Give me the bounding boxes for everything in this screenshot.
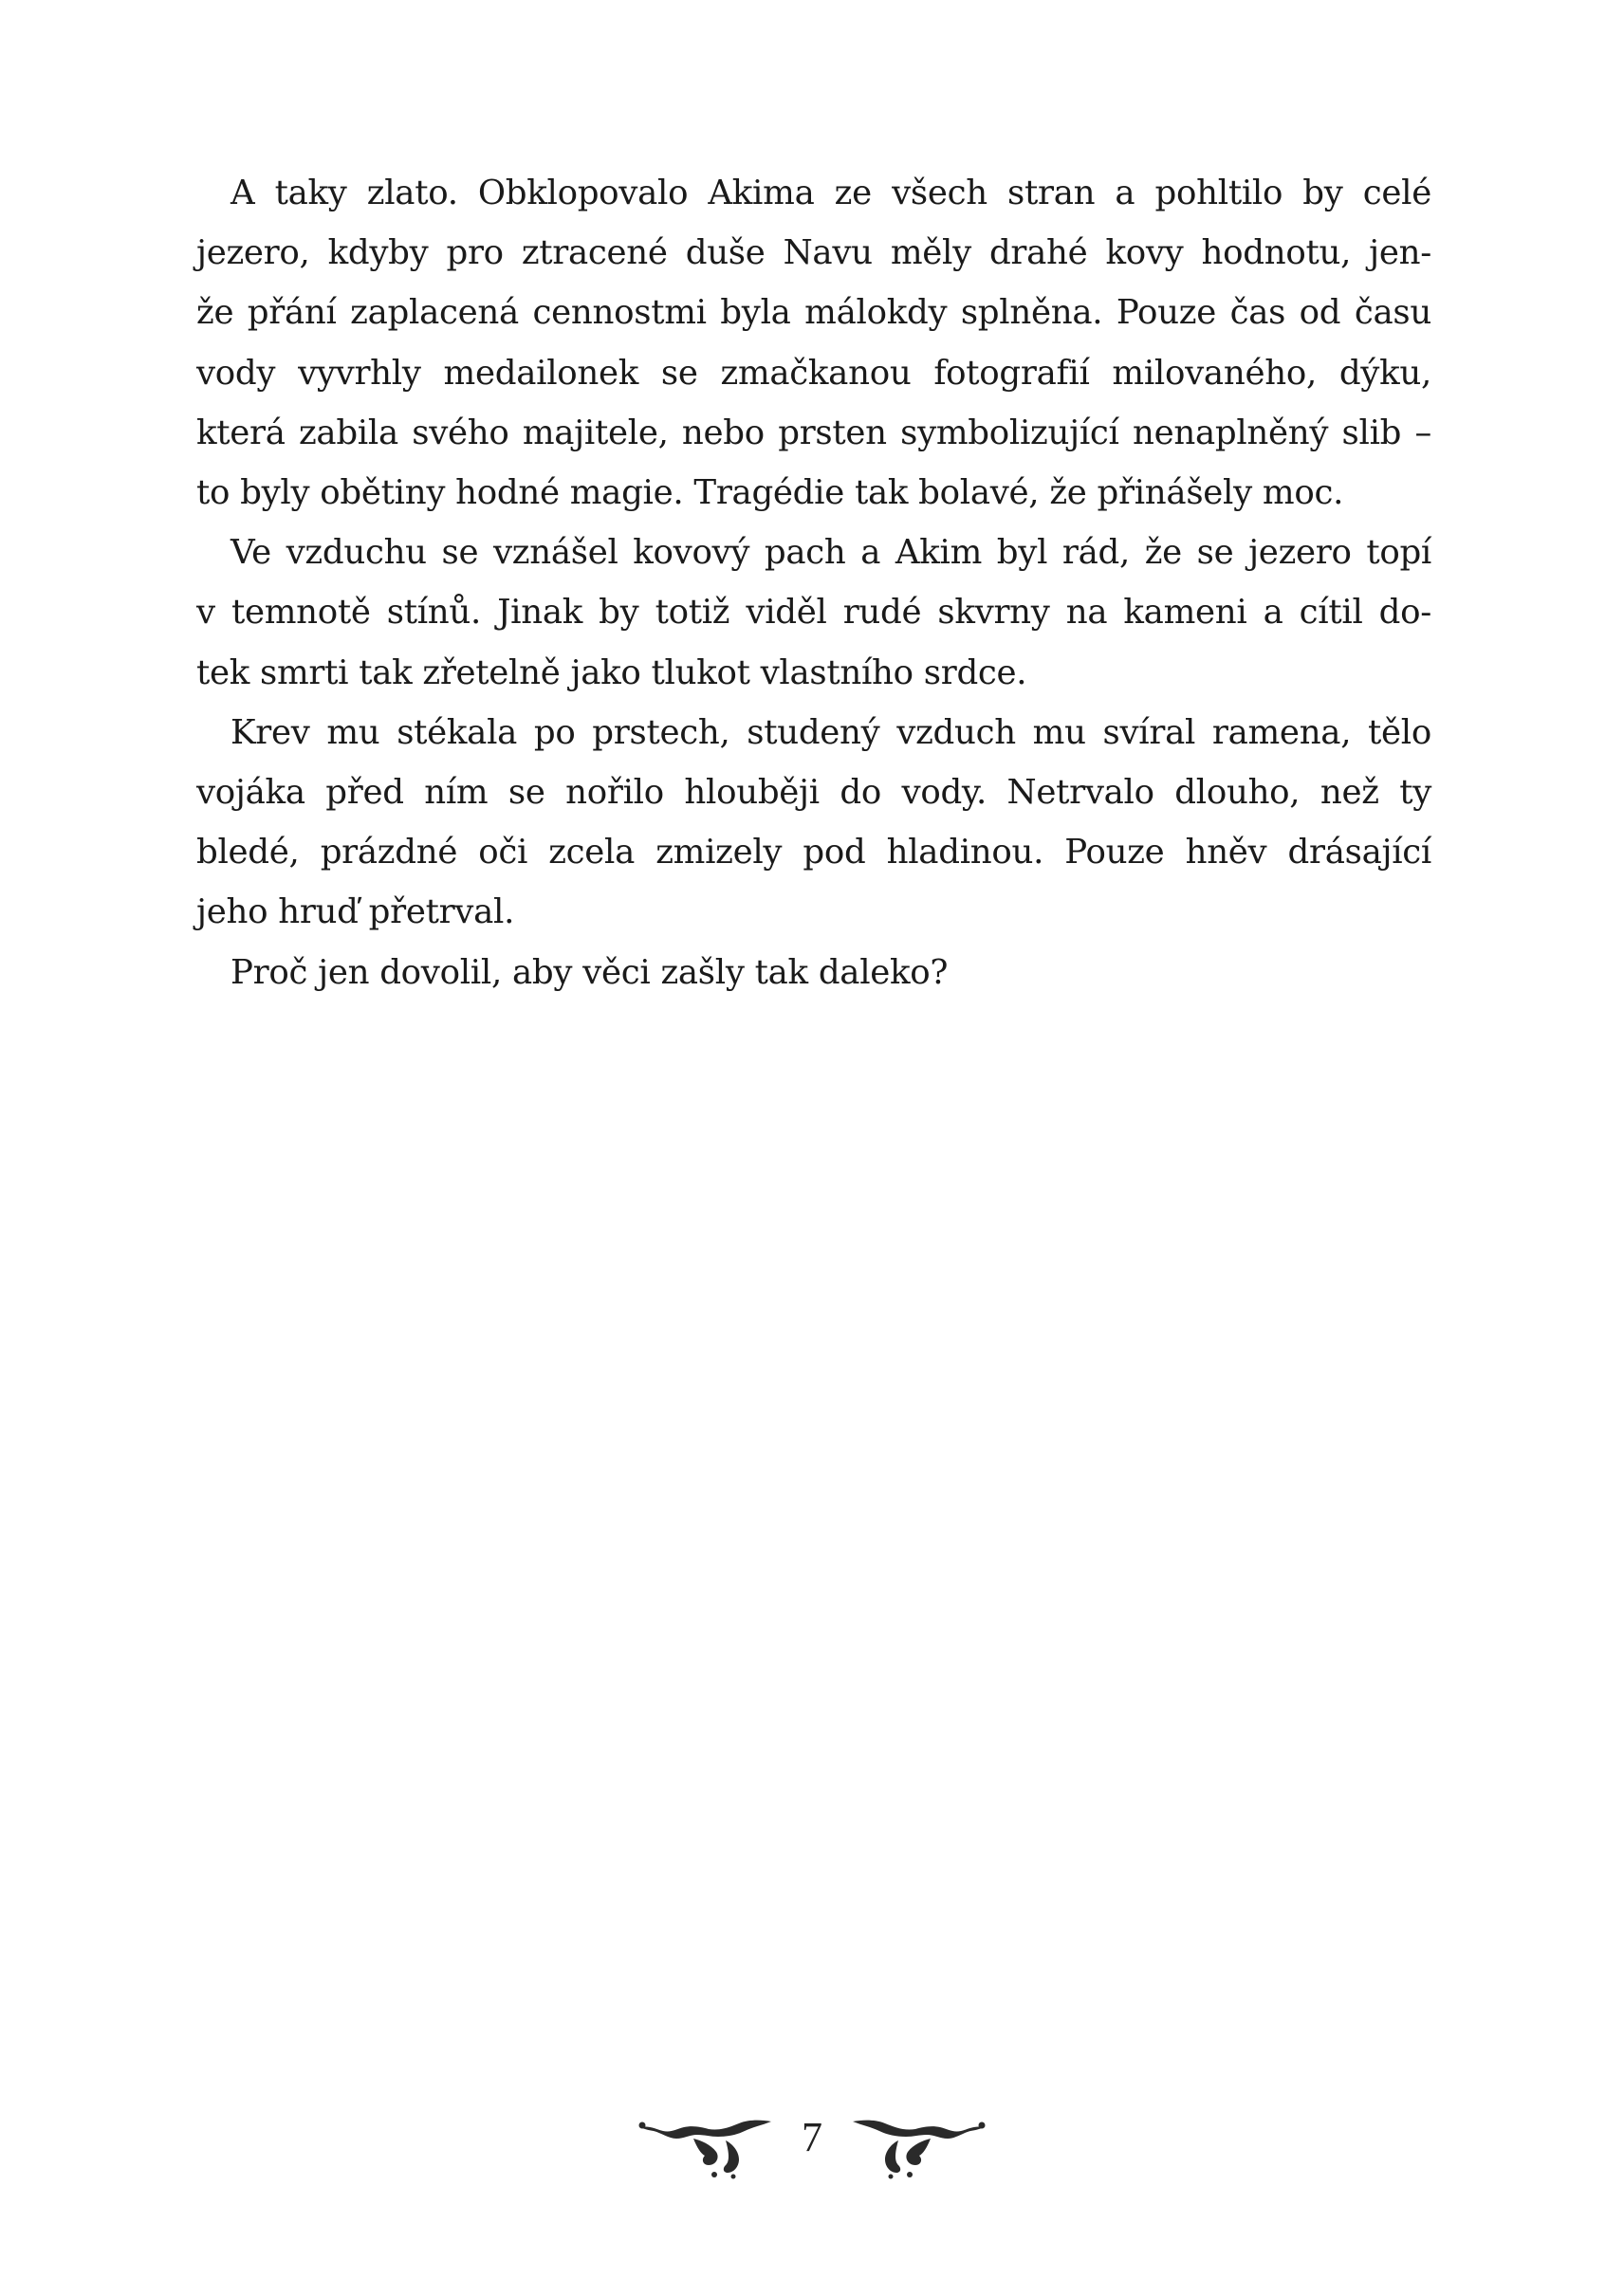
text-line: A taky zlato. Obklopovalo Akima ze všech stran a pohltilo by celé (231, 174, 1431, 212)
text-line: vojáka před ním se nořilo hlouběji do vody. Netrvalo dlouho, než ty (196, 773, 1431, 813)
paragraph-1 (196, 163, 1431, 523)
paragraph-4 (196, 943, 1431, 1002)
text-line: vody vyvrhly medailonek se zmačkanou fotografií milovaného, dýku, (196, 353, 1431, 393)
text-line: která zabila svého majitele, nebo prsten symbolizující nenaplněný slib – (196, 413, 1431, 452)
text-line: to byly obětiny hodné magie. Tragédie tak bolavé, že přinášely moc. (196, 473, 1344, 513)
text-line: bledé, prázdné oči zcela zmizely pod hladinou. Pouze hněv drásající (196, 833, 1431, 872)
text-line: v temnotě stínů. Jinak by totiž viděl rudé skvrny na kameni a cítil do- (196, 593, 1431, 633)
text-line: Proč jen dovolil, aby věci zašly tak daleko? (231, 952, 949, 992)
paragraph-2 (196, 523, 1431, 703)
text-line: Ve vzduchu se vznášel kovový pach a Akim byl rád, že se jezero topí (231, 533, 1431, 573)
flourish-ornament-right-icon (847, 2106, 989, 2182)
body-text (196, 163, 1431, 1002)
page-number: 7 (802, 2114, 822, 2160)
text-line: Krev mu stékala po prstech, studený vzduch mu svíral ramena, tělo (231, 712, 1431, 752)
text-line: že přání zaplacená cennostmi byla málokdy splněna. Pouze čas od času (196, 293, 1431, 333)
paragraph-3 (196, 703, 1431, 943)
text-line: tek smrti tak zřetelně jako tlukot vlastního srdce. (196, 652, 1027, 692)
flourish-ornament-left-icon (635, 2106, 777, 2182)
text-line: jeho hruď přetrval. (196, 892, 515, 932)
text-line: jezero, kdyby pro ztracené duše Navu měly drahé kovy hodnotu, jen- (196, 233, 1431, 273)
page-footer (0, 2102, 1624, 2187)
